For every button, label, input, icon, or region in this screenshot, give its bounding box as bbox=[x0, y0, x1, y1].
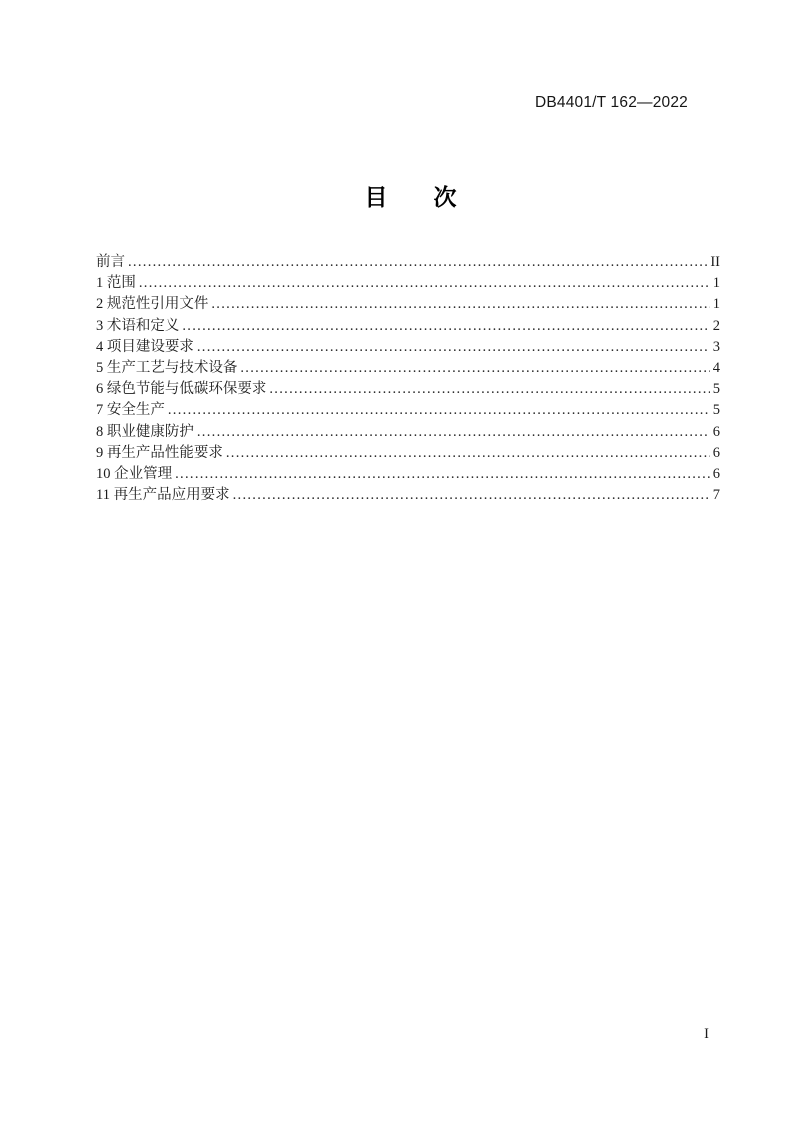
toc-entry bbox=[96, 443, 720, 464]
toc-entry bbox=[96, 358, 720, 379]
toc-list bbox=[96, 252, 720, 506]
toc-dots-leader bbox=[197, 422, 710, 443]
toc-dots-leader bbox=[269, 379, 709, 400]
toc-entry-label: 1 范围 bbox=[96, 275, 136, 292]
toc-entry-page: 6 bbox=[712, 423, 720, 440]
toc-entry-label: 8 职业健康防护 bbox=[96, 423, 194, 440]
toc-dots-leader bbox=[139, 273, 710, 294]
toc-entry bbox=[96, 422, 720, 443]
toc-entry-page: 6 bbox=[712, 444, 720, 461]
toc-entry-page: 6 bbox=[712, 465, 720, 482]
toc-entry-page: II bbox=[710, 254, 720, 270]
toc-entry-label: 3 术语和定义 bbox=[96, 317, 180, 334]
toc-entry-page: 5 bbox=[712, 402, 720, 419]
toc-entry bbox=[96, 400, 720, 421]
toc-entry-page: 4 bbox=[712, 359, 720, 376]
toc-dots-leader bbox=[226, 443, 710, 464]
toc-entry-label: 10 企业管理 bbox=[96, 465, 173, 482]
toc-dots-leader bbox=[240, 358, 709, 379]
toc-dots-leader bbox=[175, 464, 710, 485]
toc-entry bbox=[96, 379, 720, 400]
toc-entry-label: 4 项目建设要求 bbox=[96, 338, 194, 355]
toc-entry bbox=[96, 273, 720, 294]
toc-entry-page: 5 bbox=[712, 381, 720, 398]
toc-entry-page: 2 bbox=[712, 317, 720, 334]
toc-dots-leader bbox=[182, 316, 709, 337]
toc-entry-label: 11 再生产品应用要求 bbox=[96, 487, 230, 504]
toc-entry bbox=[96, 252, 720, 273]
toc-entry-label: 5 生产工艺与技术设备 bbox=[96, 359, 238, 376]
toc-entry-page: 1 bbox=[712, 296, 720, 313]
toc-entry bbox=[96, 294, 720, 315]
toc-entry-label: 前言 bbox=[96, 254, 125, 270]
toc-entry bbox=[96, 485, 720, 506]
toc-dots-leader bbox=[233, 485, 710, 506]
toc-entry-label: 9 再生产品性能要求 bbox=[96, 444, 223, 461]
toc-dots-leader bbox=[128, 252, 707, 273]
toc-entry bbox=[96, 337, 720, 358]
toc-entry bbox=[96, 464, 720, 485]
toc-dots-leader bbox=[168, 400, 710, 421]
footer-page-number: I bbox=[704, 1026, 709, 1042]
toc-entry-page: 3 bbox=[712, 338, 720, 355]
standard-number-header: DB4401/T 162—2022 bbox=[534, 94, 688, 111]
toc-entry-page: 1 bbox=[712, 275, 720, 292]
toc-entry-label: 2 规范性引用文件 bbox=[96, 296, 209, 313]
toc-entry bbox=[96, 316, 720, 337]
toc-entry-label: 6 绿色节能与低碳环保要求 bbox=[96, 381, 267, 398]
page-title: 目 次 bbox=[364, 184, 457, 210]
toc-entry-label: 7 安全生产 bbox=[96, 402, 165, 419]
toc-dots-leader bbox=[211, 294, 709, 315]
toc-entry-page: 7 bbox=[712, 487, 720, 504]
toc-dots-leader bbox=[197, 337, 710, 358]
